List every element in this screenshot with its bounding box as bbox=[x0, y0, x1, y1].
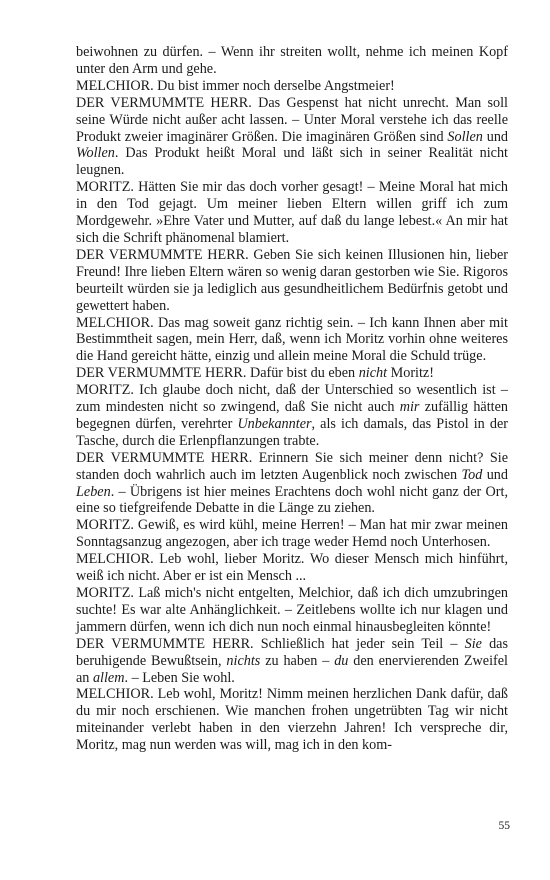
text-run: . Das Produkt heißt Moral und läßt sich in seiner Realität nicht leugnen. bbox=[76, 145, 508, 179]
dialogue-paragraph bbox=[76, 636, 508, 687]
book-page-text bbox=[76, 44, 508, 754]
dialogue-paragraph bbox=[76, 585, 508, 636]
text-run: DER VERMUMMTE HERR. Geben Sie sich keinen Illusionen hin, lieber Freund! Ihre lieben Eltern wären so wenig daran gestorben wie Sie. Rigoros beurteilt würden sie ja lediglich aus gesundheitlichem Bedürfnis getobt und gewettert haben. bbox=[76, 246, 508, 314]
dialogue-paragraph bbox=[76, 315, 508, 366]
text-run: und bbox=[482, 128, 509, 145]
dialogue-paragraph bbox=[76, 551, 508, 585]
text-run: . – Leben Sie wohl. bbox=[124, 669, 235, 686]
text-run: MORITZ. Ich glaube doch nicht, daß der Unterschied so wesentlich ist – zum mindesten nicht so zwingend, daß Sie nicht auch bbox=[76, 382, 508, 416]
page-number: 55 bbox=[498, 820, 510, 832]
text-run: zu haben – bbox=[260, 652, 335, 669]
dialogue-paragraph bbox=[76, 517, 508, 551]
text-run: beiwohnen zu dürfen. – Wenn ihr streiten wollt, nehme ich meinen Kopf unter den Arm und gehe. bbox=[76, 44, 508, 77]
text-run: das beruhigende Bewußtsein, bbox=[76, 635, 508, 669]
dialogue-paragraph bbox=[76, 382, 508, 450]
text-run: DER VERMUMMTE HERR. Erinnern Sie sich meiner denn nicht? Sie standen doch wahrlich auch im letzten Augenblick noch zwischen bbox=[76, 449, 508, 483]
italic-text: Sie bbox=[464, 635, 482, 652]
dialogue-paragraph bbox=[76, 78, 508, 95]
italic-text: Tod bbox=[461, 466, 483, 483]
italic-text: nichts bbox=[226, 652, 261, 669]
text-run: MORITZ. Laß mich's nicht entgelten, Melchior, daß ich dich umzubringen suchte! Es war alte Anhänglichkeit. – Zeitlebens wollte ich nur klagen und jammern dürfen, wenn ich dich nun noch einmal hinausbegleiten könnte! bbox=[76, 585, 508, 635]
text-run: DER VERMUMMTE HERR. Dafür bist du eben bbox=[76, 365, 359, 382]
text-run: Moritz! bbox=[387, 365, 434, 382]
dialogue-paragraph bbox=[76, 179, 508, 247]
text-run: MELCHIOR. Leb wohl, Moritz! Nimm meinen herzlichen Dank dafür, daß du mir noch erschienen. Wie manchen frohen ungetrübten Tag wir nicht miteinander verlebt haben in den vierzehn Jahren! Ich verspreche dir, Moritz, mag nun werden was will, mag ich in den kom- bbox=[76, 686, 508, 754]
text-run: . – Übrigens ist hier meines Erachtens doch wohl nicht ganz der Ort, eine so tiefgreifende Debatte in die Länge zu ziehen. bbox=[76, 483, 508, 517]
dialogue-paragraph bbox=[76, 450, 508, 518]
italic-text: mir bbox=[399, 399, 420, 416]
dialogue-paragraph bbox=[76, 686, 508, 754]
text-run: DER VERMUMMTE HERR. Schließlich hat jeder sein Teil – bbox=[76, 635, 465, 652]
italic-text: nicht bbox=[358, 365, 388, 382]
text-run: MORITZ. Hätten Sie mir das doch vorher gesagt! – Meine Moral hat mich in den Tod gejagt. Um meiner lieben Eltern willen griff ich zum Mordgewehr. »Ehre Vater und Mutter, auf daß du lange lebest.« An mir hat sich die Schrift phänomenal blamiert. bbox=[76, 179, 508, 246]
text-run: , als ich damals, das Pistol in der Tasche, durch die Erlenpflanzungen trabte. bbox=[76, 415, 508, 449]
dialogue-paragraph bbox=[76, 95, 508, 180]
italic-text: Sollen bbox=[447, 128, 483, 145]
italic-text: Unbekannter bbox=[237, 415, 312, 432]
italic-text: allem bbox=[92, 669, 125, 686]
text-run: DER VERMUMMTE HERR. Das Gespenst hat nicht unrecht. Man soll seine Würde nicht außer acht lassen. – Unter Moral verstehe ich das reelle Produkt zweier imaginärer Größen. Die imaginären Größen sind bbox=[76, 94, 508, 145]
text-run: MELCHIOR. Leb wohl, lieber Moritz. Wo dieser Mensch mich hinführt, weiß ich nicht. Aber er ist ein Mensch ... bbox=[76, 551, 508, 585]
text-run: MORITZ. Gewiß, es wird kühl, meine Herren! – Man hat mir zwar meinen Sonntagsanzug angezogen, aber ich trage weder Hemd noch Unterhosen. bbox=[76, 517, 508, 551]
dialogue-paragraph bbox=[76, 44, 508, 78]
text-run: zufällig hätten begegnen dürfen, verehrter bbox=[76, 399, 508, 432]
text-run: und bbox=[482, 466, 508, 483]
italic-text: Wollen bbox=[76, 145, 115, 162]
italic-text: Leben bbox=[76, 483, 111, 500]
text-run: MELCHIOR. Das mag soweit ganz richtig sein. – Ich kann Ihnen aber mit Bestimmtheit sagen, mein Herr, daß, wenn ich Moritz vorhin ohne weiteres die Hand gereicht hätte, einzig und allein meine Moral die Schuld trüge. bbox=[76, 314, 508, 365]
dialogue-paragraph bbox=[76, 247, 508, 315]
text-run: MELCHIOR. Du bist immer noch derselbe Angstmeier! bbox=[76, 77, 395, 94]
dialogue-paragraph bbox=[76, 365, 508, 382]
italic-text: du bbox=[334, 652, 349, 669]
text-run: den enervierenden Zweifel an bbox=[76, 652, 508, 686]
